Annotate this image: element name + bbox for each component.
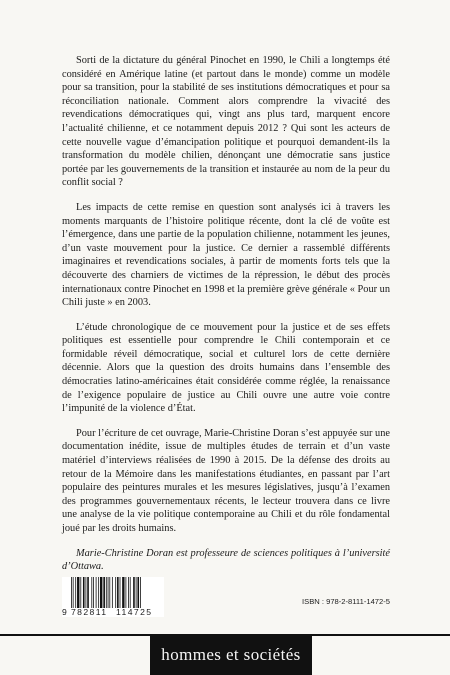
blurb-paragraph-4: Pour l’écriture de cet ouvrage, Marie-Christine Doran s’est appuyée sur une documentation inédite, issue de multiples études de terrain et d’un vaste matériel d’interviews réalisées de 1990 à 2015. De la défense des droits au retour de la Mémoire dans les manifestations étudiantes, en passant par l’art populaire des peintures murales et les mesures législatives, jusqu’à l’examen des programmes gouvernementaux récents, le lecteur trouvera dans ce livre une analyse de la vie politique contemporaine au Chili et du rôle fondamental joué par les droits humains. — [62, 427, 390, 534]
blurb-paragraph-2: Les impacts de cette remise en question sont analysés ici à travers les moments marquants de l’histoire politique récente, dont la clé de voûte est l’émergence, dans une partie de la population chilienne, notamment les jeunes, d’un vaste mouvement pour la justice. Ce dernier a rassemblé différents imaginaires et revendications sociales, à partir de moments forts tels que la découverte des charniers de victimes de la répression, le début des procès internationaux contre Pinochet en 1998 et la première grève générale « Pour un Chili juste » en 2003. — [62, 201, 391, 309]
author-note: Marie-Christine Doran est professeure de sciences politiques à l’université d’Ottawa. — [62, 547, 390, 573]
barcode — [62, 577, 164, 617]
series-title: hommes et sociétés — [150, 634, 312, 675]
barcode-digits-right: 114725 — [116, 607, 153, 617]
blurb-paragraph-1: Sorti de la dictature du général Pinochet en 1990, le Chili a longtemps été considéré en Amérique latine (et partout dans le monde) comme un modèle pour sa transition, pour la stabilité de ses institutions démocratiques et pour sa réconciliation nationale. Comment alors comprendre la vivacité des revendications démocratiques qui, vingt ans plus tard, marquent encore l’actualité chilienne, et ce notamment depuis 2012 ? Qui sont les acteurs de cette nouvelle vague d’émancipation politique et pourquoi demandent-ils la transformation du modèle chilien, dénonçant une démocratie sans justice portée par les gouvernements de la transition et instaurée au nom de la peur du conflit social ? — [62, 55, 390, 189]
blurb-text — [62, 54, 390, 585]
barcode-digits — [62, 607, 164, 618]
isbn-label: ISBN : 978-2-8111-1472-5 — [302, 597, 390, 606]
series-footer — [0, 634, 450, 675]
blurb-paragraph-3: L’étude chronologique de ce mouvement pour la justice et de ses effets politiques est essentielle pour comprendre le Chili contemporain et ce formidable réveil démocratique, social et culturel lors de cette dernière décennie. Alors que la question des droits humains dans l’ensemble des démocraties latino-américaines était considérée comme réglée, la renaissance de l’exigence populaire de justice au Chili ouvre une autre voie contre l’impunité de la violence d’État. — [62, 321, 390, 415]
barcode-digits-left: 782811 — [71, 607, 108, 617]
barcode-digit-first: 9 — [62, 607, 67, 617]
barcode-bars-icon — [71, 577, 162, 608]
